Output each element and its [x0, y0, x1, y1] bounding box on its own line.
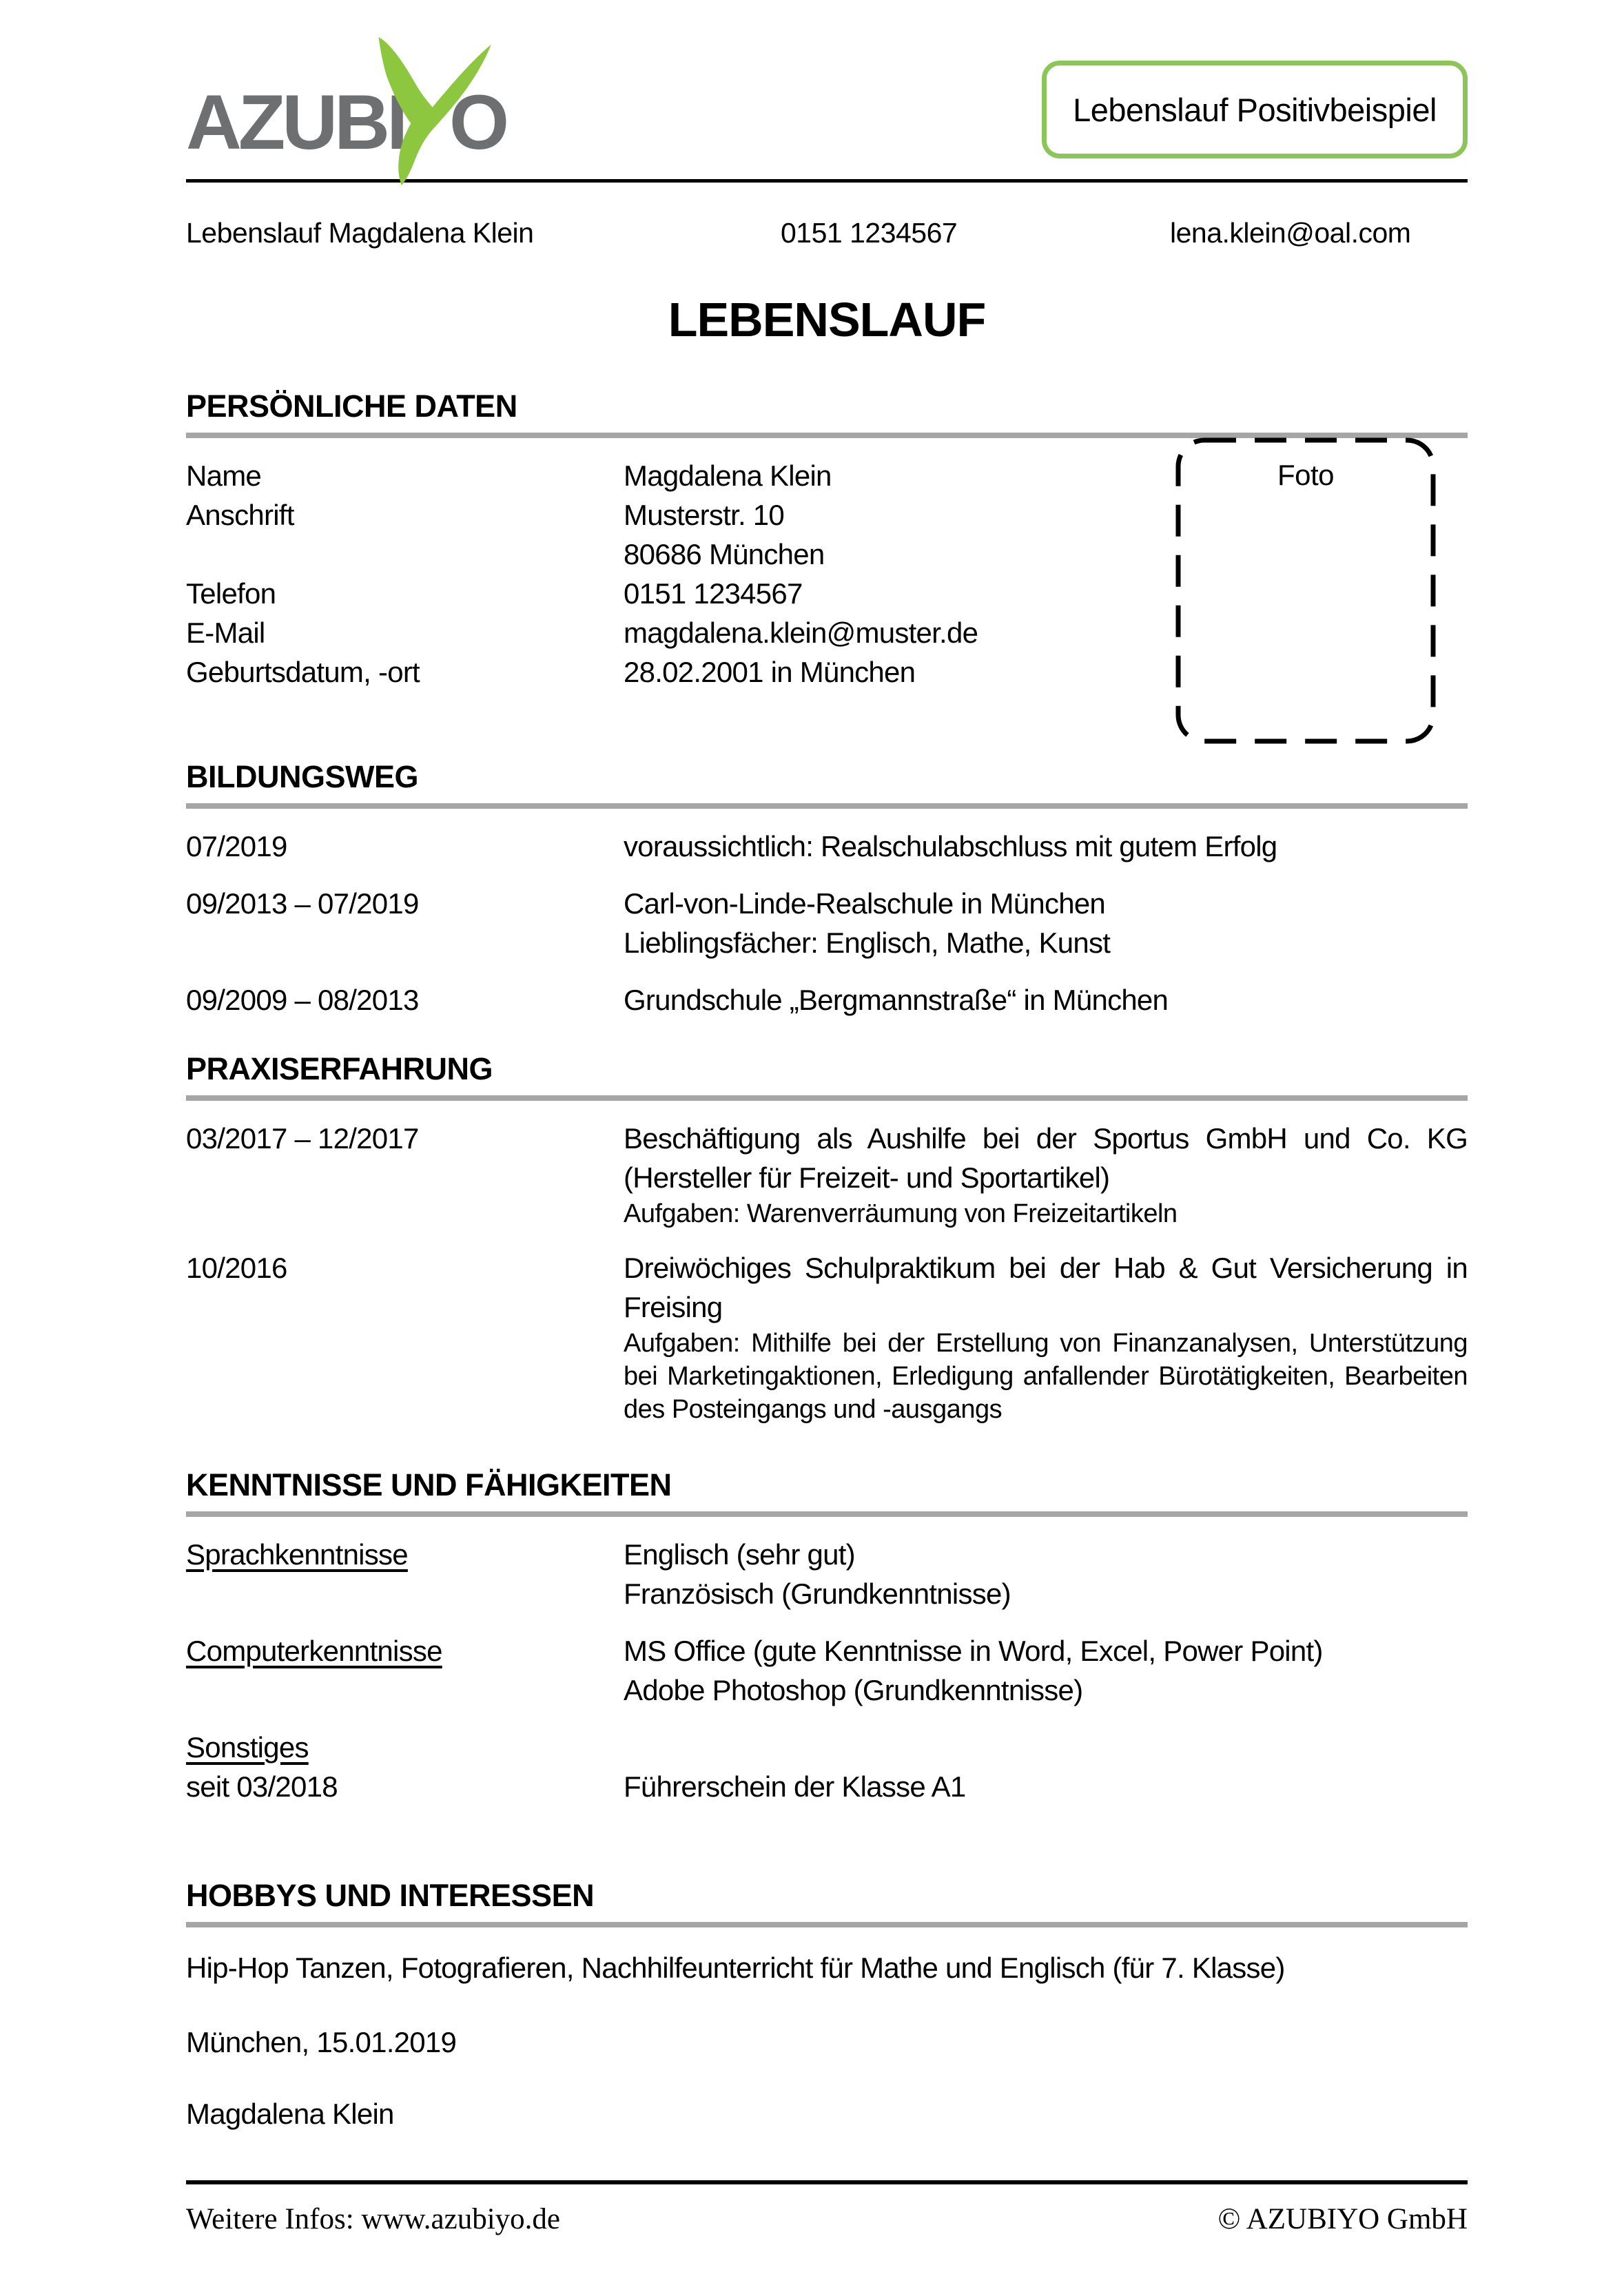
logo-text-azubi: AZUBI [186, 79, 405, 165]
spacer [186, 1613, 1468, 1631]
entry-line: Lieblingsfächer: Englisch, Mathe, Kunst [624, 927, 1111, 959]
entry-line: Carl-von-Linde-Realschule in München [624, 887, 1106, 920]
section-heading-skills: KENNTNISSE UND FÄHIGKEITEN [186, 1467, 672, 1502]
education-entry [186, 884, 1468, 962]
field-value: 80686 München [624, 538, 825, 570]
skill-row [186, 1767, 1468, 1806]
field-value: Musterstr. 10 [624, 499, 785, 531]
entry-date: 03/2017 – 12/2017 [186, 1122, 419, 1155]
skill-row [186, 1728, 1468, 1767]
skill-row [186, 1574, 1468, 1613]
skill-group-label: Sonstiges [186, 1731, 309, 1764]
place-and-date: München, 15.01.2019 [186, 2026, 457, 2058]
hobbies-text: Hip-Hop Tanzen, Fotografieren, Nachhilfeunterricht für Mathe und Englisch (für 7. Klasse) [186, 1952, 1285, 1984]
entry-text [624, 1248, 1468, 1426]
skills-rows [186, 1535, 1468, 1806]
footer-info-link: Weitere Infos: www.azubiyo.de [186, 2203, 561, 2235]
page-title: LEBENSLAUF [668, 293, 986, 347]
field-value: 28.02.2001 in München [624, 656, 916, 688]
entry-text [624, 1119, 1468, 1230]
entry-tasks: Aufgaben: Mithilfe bei der Erstellung von Finanzanalysen, Unterstützung bei Marketingaktionen, Erledigung anfallender Bürotätigkeiten, Bearbeiten des Posteingangs und -ausgangs [624, 1329, 1468, 1424]
skill-date: seit 03/2018 [186, 1770, 338, 1803]
contact-phone: 0151 1234567 [781, 217, 958, 249]
experience-entry [186, 1248, 1468, 1426]
education-entry [186, 827, 1468, 866]
entry-tasks: Aufgaben: Warenverräumung von Freizeitartikeln [624, 1199, 1178, 1228]
skill-group-label: Sprachkenntnisse [186, 1538, 408, 1571]
skill-value: Adobe Photoshop (Grundkenntnisse) [624, 1674, 1083, 1706]
photo-label: Foto [1277, 459, 1335, 491]
skill-row [186, 1631, 1468, 1671]
signature-name: Magdalena Klein [186, 2098, 394, 2130]
entry-description: Beschäftigung als Aushilfe bei der Sportus GmbH und Co. KG (Hersteller für Freizeit- und Sportartikel) [624, 1122, 1468, 1194]
logo-text-o: O [449, 79, 506, 165]
section-rule [186, 1511, 1468, 1517]
entry-date: 10/2016 [186, 1252, 287, 1284]
entry-description: Dreiwöchiges Schulpraktikum bei der Hab & Gut Versicherung in Freising [624, 1252, 1468, 1323]
bird-checkmark-icon [357, 33, 495, 188]
experience-entry [186, 1119, 1468, 1230]
field-value: magdalena.klein@muster.de [624, 617, 978, 649]
section-education [186, 759, 1468, 1020]
entry-text: voraussichtlich: Realschulabschluss mit gutem Erfolg [624, 830, 1277, 862]
skill-group-label: Computerkenntnisse [186, 1635, 442, 1667]
entry-text: Grundschule „Bergmannstraße“ in München [624, 984, 1169, 1016]
section-heading-education: BILDUNGSWEG [186, 759, 418, 794]
field-label: E-Mail [186, 617, 265, 649]
section-heading-experience: PRAXISERFAHRUNG [186, 1051, 493, 1086]
field-value: 0151 1234567 [624, 577, 803, 610]
section-heading-hobbies: HOBBYS UND INTERESSEN [186, 1878, 595, 1913]
education-rows [186, 827, 1468, 1020]
entry-date: 09/2013 – 07/2019 [186, 887, 419, 920]
experience-rows [186, 1119, 1468, 1426]
photo-placeholder [1175, 437, 1437, 745]
skill-value: Führerschein der Klasse A1 [624, 1770, 966, 1803]
skill-row [186, 1671, 1468, 1710]
contact-document-label: Lebenslauf Magdalena Klein [186, 217, 534, 249]
section-skills [186, 1467, 1468, 1806]
field-label: Geburtsdatum, -ort [186, 656, 420, 688]
field-label [186, 535, 624, 574]
header [186, 39, 1468, 179]
entry-date: 09/2009 – 08/2013 [186, 984, 419, 1016]
footer-copyright: © AZUBIYO GmbH [1217, 2203, 1468, 2235]
section-personal-data [186, 389, 1468, 692]
section-rule [186, 1095, 1468, 1101]
education-entry [186, 980, 1468, 1020]
skill-value: Englisch (sehr gut) [624, 1538, 855, 1571]
contact-row [186, 217, 1468, 249]
field-label: Anschrift [186, 499, 294, 531]
azubiyo-logo [186, 39, 531, 179]
entry-text [624, 884, 1468, 962]
field-label: Telefon [186, 577, 276, 610]
section-rule [186, 803, 1468, 809]
spacer [186, 1710, 1468, 1728]
section-experience [186, 1051, 1468, 1426]
field-label: Name [186, 459, 262, 492]
contact-email: lena.klein@oal.com [1170, 217, 1411, 249]
footer [186, 2202, 1468, 2236]
skill-row [186, 1535, 1468, 1574]
section-heading-personal: PERSÖNLICHE DATEN [186, 389, 517, 424]
example-type-badge: Lebenslauf Positivbeispiel [1042, 61, 1468, 158]
skill-value: Französisch (Grundkenntnisse) [624, 1578, 1011, 1610]
field-value: Magdalena Klein [624, 459, 832, 492]
entry-date: 07/2019 [186, 830, 287, 862]
section-rule [186, 1922, 1468, 1927]
footer-divider [186, 2180, 1468, 2184]
section-hobbies [186, 1878, 1468, 1987]
skill-value: MS Office (gute Kenntnisse in Word, Excel, Power Point) [624, 1635, 1323, 1667]
